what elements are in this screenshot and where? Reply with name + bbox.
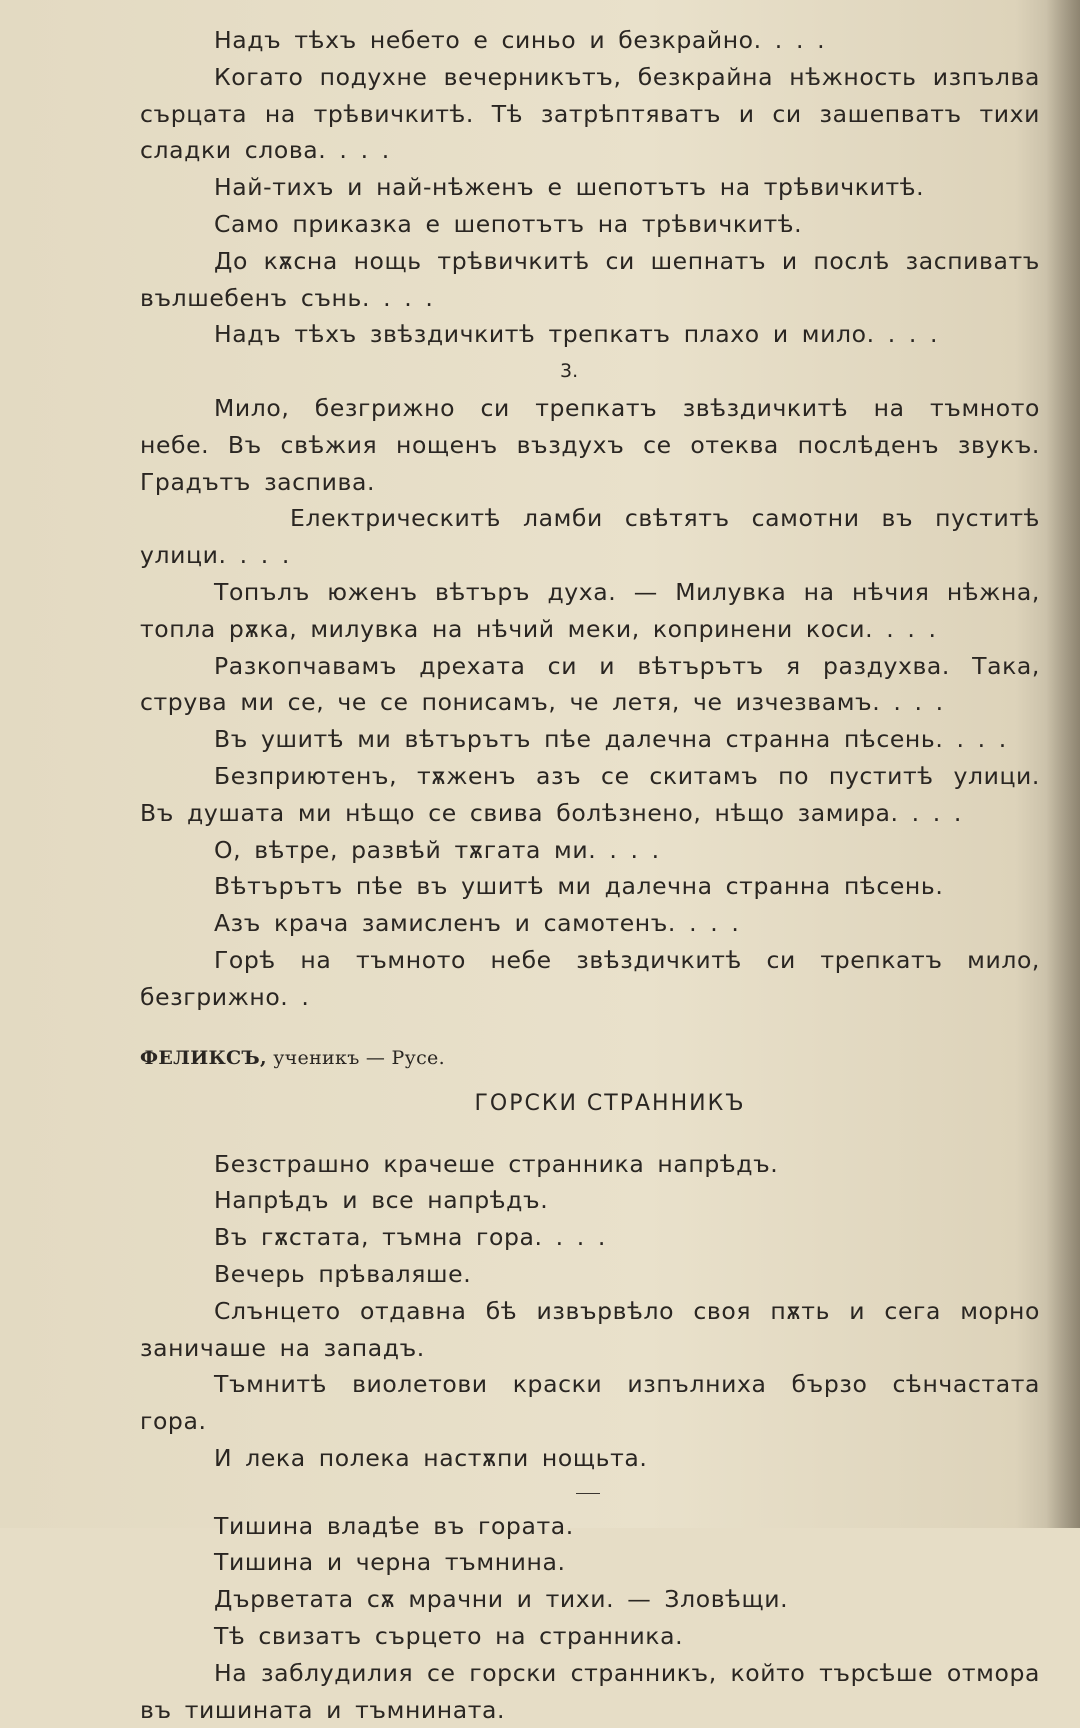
paragraph: До кѫсна нощь трѣвичкитѣ си шепнатъ и послѣ заспиватъ вълшебенъ сънь. . . .	[140, 246, 1040, 312]
paragraph: Слънцето отдавна бѣ извървѣло своя пѫть и сега морно заничаше на западъ.	[140, 1296, 1040, 1362]
paragraph: И лека полека настѫпи нощьта.	[214, 1443, 648, 1472]
story-title: ГОРСКИ СТРАННИКЪ	[474, 1090, 746, 1116]
page-gutter-shadow	[1046, 0, 1080, 1528]
paragraph: Топълъ юженъ вѣтъръ духа. — Милувка на нѣчия нѣжна, топла рѫка, милувка на нѣчий меки, копринени коси. . . .	[140, 577, 1040, 643]
paragraph: Най-тихъ и най-нѣженъ е шепотътъ на трѣвичкитѣ.	[214, 173, 925, 202]
story-part-1	[140, 1146, 1040, 1477]
paragraph: Вечерь прѣваляше.	[214, 1259, 472, 1288]
paragraph: Надъ тѣхъ звѣздичкитѣ трепкатъ плахо и мило. . . .	[214, 320, 939, 349]
paragraph: Горѣ на тъмното небе звѣздичкитѣ си трепкатъ мило, безгрижно. .	[140, 945, 1040, 1011]
paragraph: Вѣтърътъ пѣе въ ушитѣ ми далечна странна пѣсень.	[214, 872, 944, 901]
paragraph: Надъ тѣхъ небето е синьо и безкрайно. . . .	[214, 26, 826, 54]
paragraph: Само приказка е шепотътъ на трѣвичкитѣ.	[214, 209, 803, 238]
paragraph: На заблудилия се горски странникъ, който търсѣше отмора въ тишината и тъмнината.	[140, 1658, 1040, 1724]
paragraph: Азъ крача замисленъ и самотенъ. . . .	[214, 909, 740, 938]
paragraph: Мило, безгрижно си трепкатъ звѣздичкитѣ на тъмното небе. Въ свѣжия нощенъ въздухъ се отеква послѣденъ звукъ. Градътъ заспива.	[140, 393, 1040, 496]
story-part-2	[140, 1508, 1040, 1728]
paragraph: Въ ушитѣ ми вѣтърътъ пѣе далечна странна пѣсень. . . .	[214, 725, 1007, 754]
author-line	[140, 1040, 1040, 1076]
paragraph: О, вѣтре, развѣй тѫгата ми. . . .	[214, 835, 660, 864]
paragraph: Разкопчавамъ дрехата си и вѣтърътъ я раздухва. Така, струва ми се, че се понисамъ, че летя, че изчезвамъ. . . .	[140, 651, 1040, 717]
author-role: ученикъ — Русе.	[273, 1046, 445, 1069]
author-name: ФЕЛИКСЪ,	[140, 1046, 267, 1069]
section-2-ending	[140, 22, 1040, 353]
paragraph: Безстрашно крачеше странника напрѣдъ.	[214, 1149, 779, 1178]
paragraph: Дърветата сѫ мрачни и тихи. — Зловѣщи.	[214, 1585, 789, 1614]
paragraph: Напрѣдъ и все напрѣдъ.	[214, 1186, 549, 1215]
paragraph: Тишина владѣе въ гората.	[214, 1511, 574, 1540]
section-number: 3.	[560, 360, 579, 383]
title-spacer	[140, 1136, 1040, 1146]
paragraph: Електрическитѣ ламби свѣтятъ самотни въ пуститѣ улици. . . .	[140, 504, 1040, 570]
section-3	[140, 390, 1040, 1016]
paragraph: Когато подухне вечерникътъ, безкрайна нѣжность изпълва сърцата на трѣвичкитѣ. Тѣ затрѣптяватъ и си зашепватъ тихи сладки слова. . . .	[140, 62, 1040, 165]
paragraph: Въ гѫстата, тъмна гора. . . .	[214, 1223, 606, 1252]
paragraph: Тишина и черна тъмнина.	[214, 1548, 566, 1577]
paragraph: Тѣ свизатъ сърцето на странника.	[214, 1622, 684, 1651]
paragraph: Тъмнитѣ виолетови краски изпълниха бързо сѣнчастата гора.	[140, 1370, 1040, 1436]
paragraph: Безприютенъ, тѫженъ азъ се скитамъ по пуститѣ улици. Въ душата ми нѣщо се свива болѣзнено, нѣщо замира. . . .	[140, 761, 1040, 827]
section-separator	[576, 1493, 600, 1494]
